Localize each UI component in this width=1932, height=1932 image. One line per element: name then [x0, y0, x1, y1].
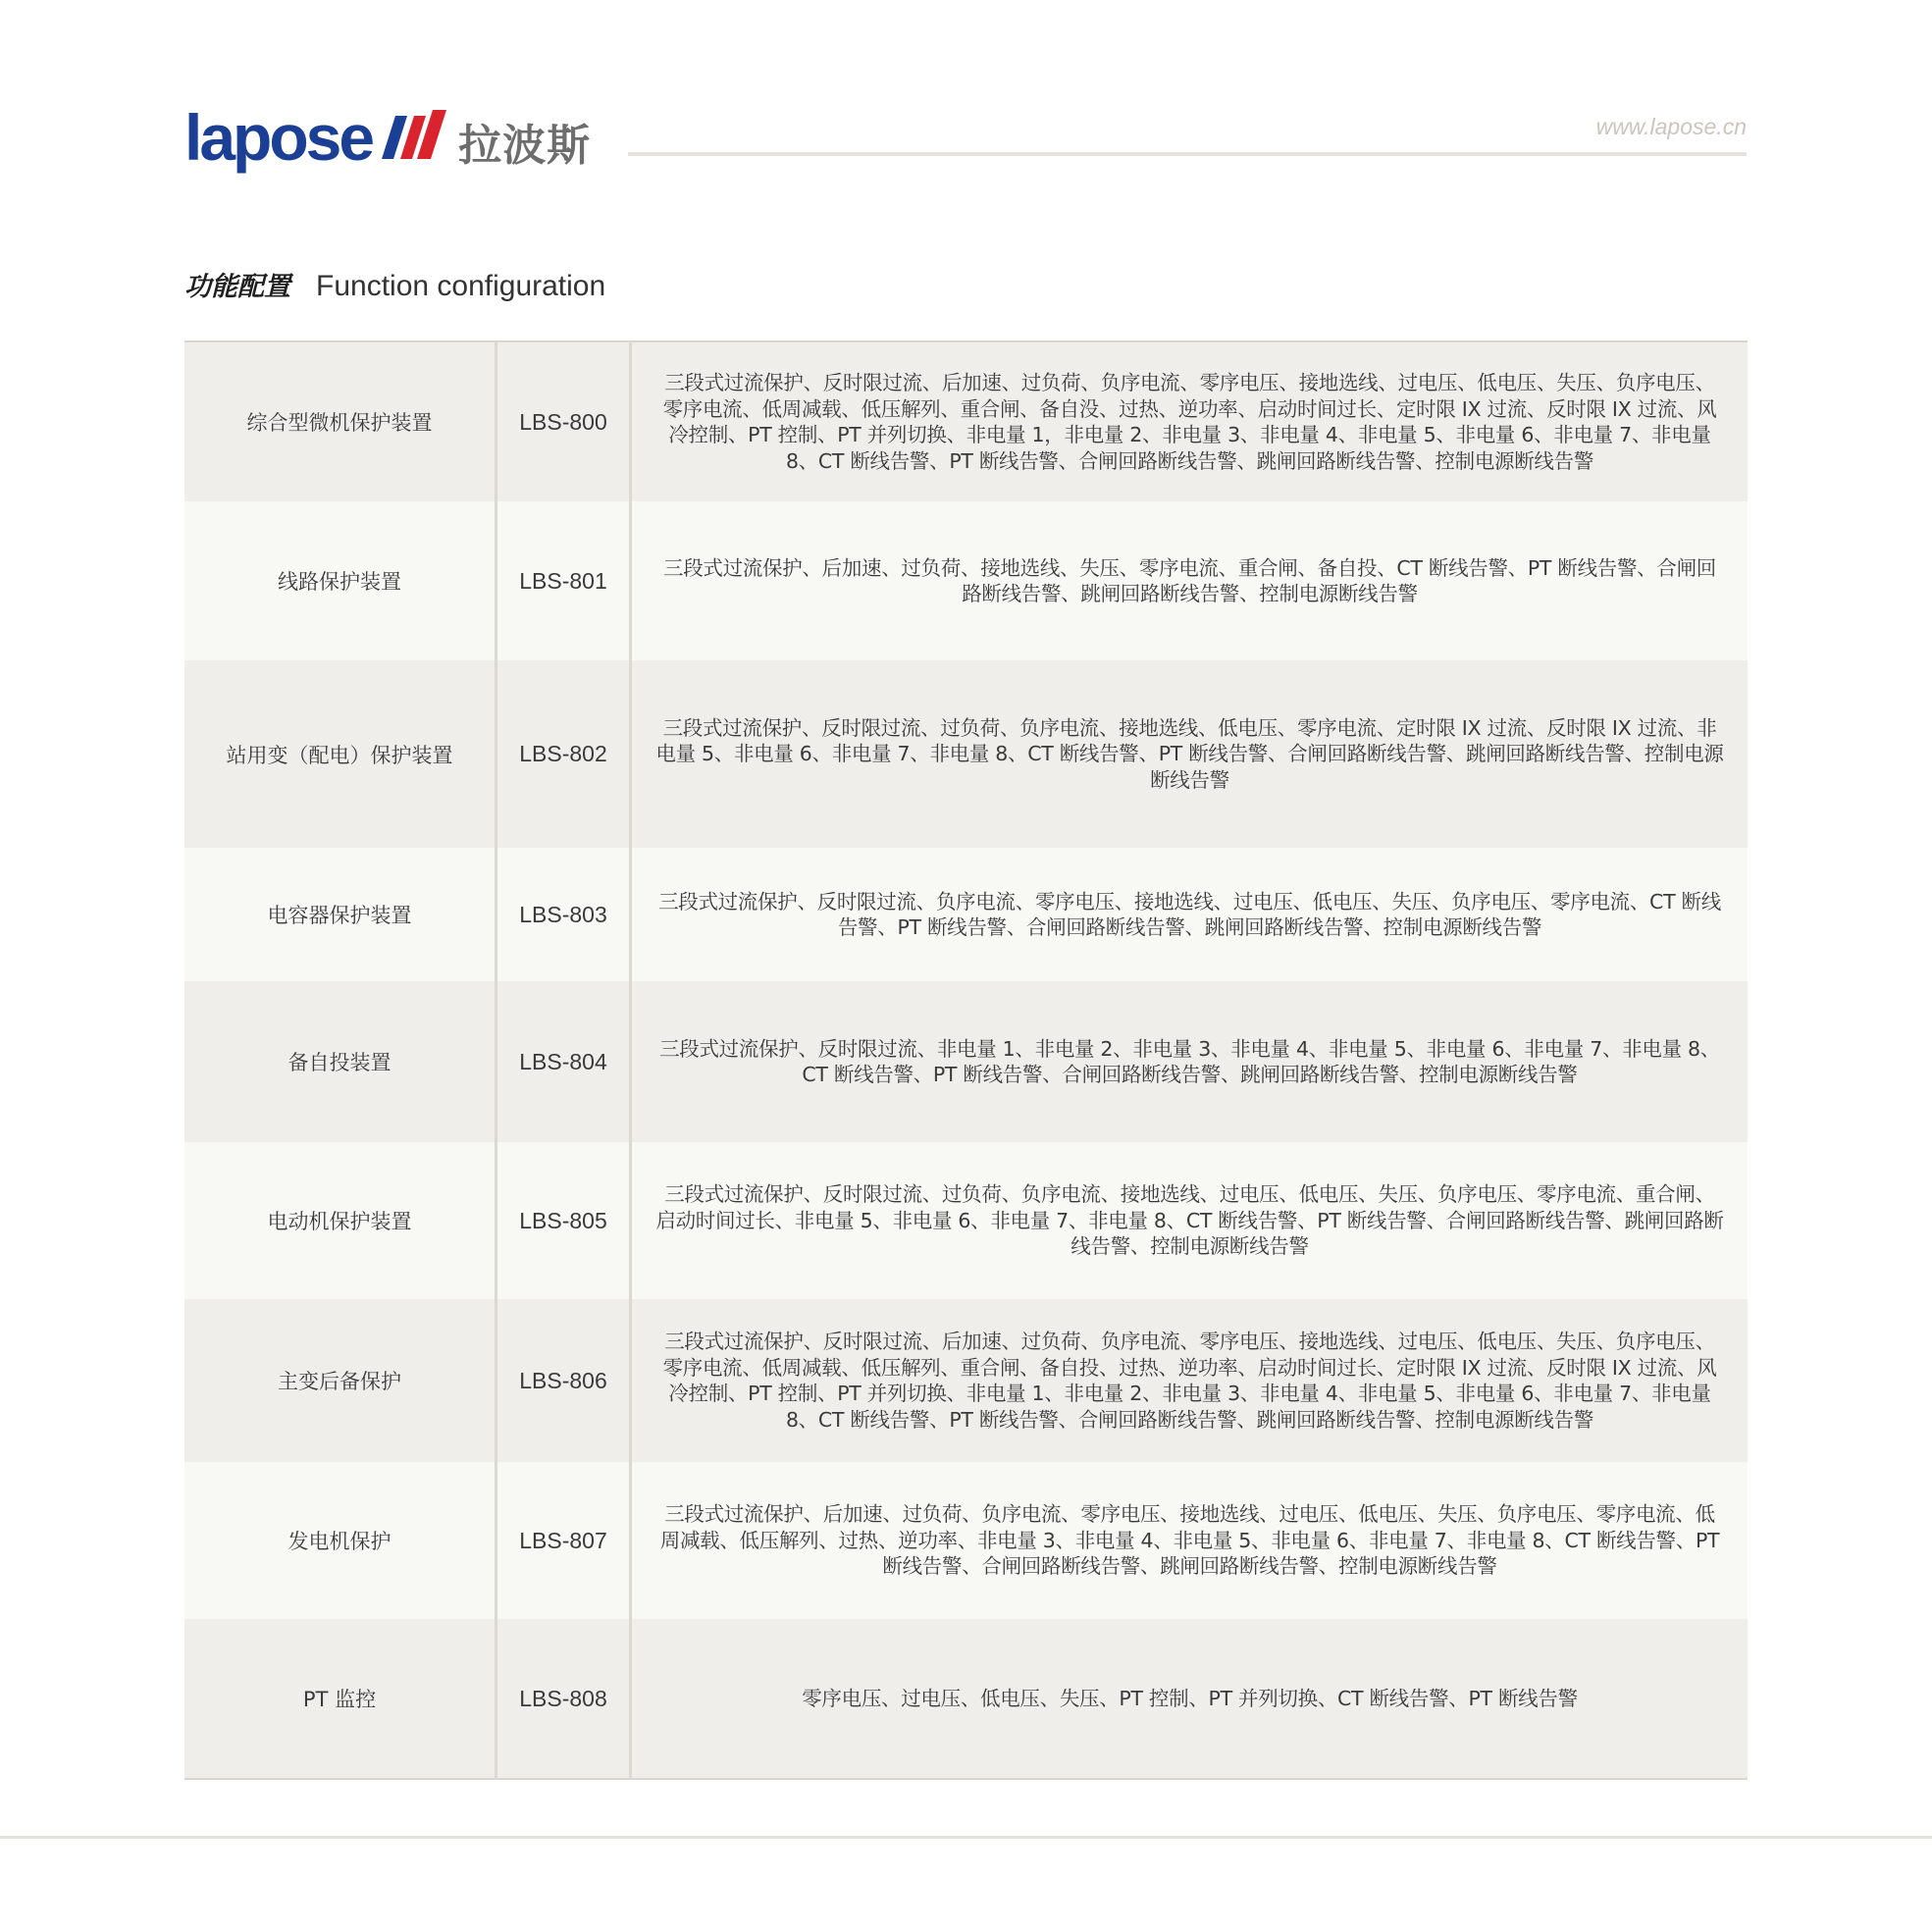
table-row: [184, 1619, 1748, 1778]
table-bottom-rule: [184, 1778, 1748, 1780]
table-row: [184, 1299, 1748, 1462]
device-model: LBS-806: [496, 1299, 631, 1462]
device-name: 备自投装置: [184, 981, 496, 1142]
device-functions: 三段式过流保护、反时限过流、后加速、过负荷、负序电流、零序电压、接地选线、过电压、低电压、失压、负序电压、零序电流、低周减载、低压解列、重合闸、备自投、过热、逆功率、启动时间过长、定时限 IX 过流、反时限 IX 过流、风冷控制、PT 控制、PT 并列切换、非电量 1、非电量 2、非电量 3、非电量 4、非电量 5、非电量 6、非电量 7、非电量 8、CT 断线告警、PT 断线告警、合闸回路断线告警、跳闸回路断线告警、控制电源断线告警: [631, 1299, 1749, 1462]
table-row: [184, 342, 1748, 501]
device-model: LBS-808: [496, 1619, 631, 1778]
header-divider: [628, 152, 1747, 156]
device-model: LBS-801: [496, 501, 631, 660]
table-row: [184, 501, 1748, 660]
device-name: 线路保护装置: [184, 501, 496, 660]
table-row: [184, 660, 1748, 848]
function-table: [184, 342, 1748, 1778]
device-name: 电动机保护装置: [184, 1142, 496, 1299]
logo-chinese-name: 拉波斯: [458, 121, 592, 171]
device-functions: 三段式过流保护、反时限过流、非电量 1、非电量 2、非电量 3、非电量 4、非电量 5、非电量 6、非电量 7、非电量 8、CT 断线告警、PT 断线告警、合闸回路断线告警、跳闸回路断线告警、控制电源断线告警: [631, 981, 1749, 1142]
device-model: LBS-800: [496, 342, 631, 501]
device-model: LBS-807: [496, 1462, 631, 1619]
brand-logo: [184, 98, 591, 177]
device-name: 电容器保护装置: [184, 848, 496, 981]
device-functions: 三段式过流保护、反时限过流、负序电流、零序电压、接地选线、过电压、低电压、失压、负序电压、零序电流、CT 断线告警、PT 断线告警、合闸回路断线告警、跳闸回路断线告警、控制电源断线告警: [631, 848, 1749, 981]
device-name: 发电机保护: [184, 1462, 496, 1619]
device-model: LBS-804: [496, 981, 631, 1142]
device-functions: 零序电压、过电压、低电压、失压、PT 控制、PT 并列切换、CT 断线告警、PT 断线告警: [631, 1619, 1749, 1778]
website-url: www.lapose.cn: [1595, 114, 1747, 139]
device-name: 综合型微机保护装置: [184, 342, 496, 501]
device-model: LBS-802: [496, 660, 631, 848]
table-row: [184, 1142, 1748, 1299]
device-name: 主变后备保护: [184, 1299, 496, 1462]
table-row: [184, 848, 1748, 981]
section-title-en: Function configuration: [316, 270, 606, 302]
device-model: LBS-803: [496, 848, 631, 981]
logo-wordmark: lapose: [184, 101, 373, 174]
device-functions: 三段式过流保护、后加速、过负荷、负序电流、零序电压、接地选线、过电压、低电压、失压、负序电压、零序电流、低周减载、低压解列、过热、逆功率、非电量 3、非电量 4、非电量 5、非电量 6、非电量 7、非电量 8、CT 断线告警、PT 断线告警、合闸回路断线告警、跳闸回路断线告警、控制电源断线告警: [631, 1462, 1749, 1619]
device-functions: 三段式过流保护、反时限过流、过负荷、负序电流、接地选线、过电压、低电压、失压、负序电压、零序电流、重合闸、启动时间过长、非电量 5、非电量 6、非电量 7、非电量 8、CT 断线告警、PT 断线告警、合闸回路断线告警、跳闸回路断线告警、控制电源断线告警: [631, 1142, 1749, 1299]
table-row: [184, 1462, 1748, 1619]
page-header: [184, 98, 1747, 177]
device-functions: 三段式过流保护、反时限过流、过负荷、负序电流、接地选线、低电压、零序电流、定时限 IX 过流、反时限 IX 过流、非电量 5、非电量 6、非电量 7、非电量 8、CT 断线告警、PT 断线告警、合闸回路断线告警、跳闸回路断线告警、控制电源断线告警: [631, 660, 1749, 848]
section-title: [184, 265, 605, 303]
device-functions: 三段式过流保护、后加速、过负荷、接地选线、失压、零序电流、重合闸、备自投、CT 断线告警、PT 断线告警、合闸回路断线告警、跳闸回路断线告警、控制电源断线告警: [631, 501, 1749, 660]
page-bottom-rule: [0, 1836, 1932, 1839]
device-name: 站用变（配电）保护装置: [184, 660, 496, 848]
table-row: [184, 981, 1748, 1142]
function-config-table: [184, 340, 1748, 1780]
device-name: PT 监控: [184, 1619, 496, 1778]
device-functions: 三段式过流保护、反时限过流、后加速、过负荷、负序电流、零序电压、接地选线、过电压、低电压、失压、负序电压、零序电流、低周减载、低压解列、重合闸、备自没、过热、逆功率、启动时间过长、定时限 IX 过流、反时限 IX 过流、风冷控制、PT 控制、PT 并列切换、非电量 1，非电量 2、非电量 3、非电量 4、非电量 5、非电量 6、非电量 7、非电量 8、CT 断线告警、PT 断线告警、合闸回路断线告警、跳闸回路断线告警、控制电源断线告警: [631, 342, 1749, 501]
device-model: LBS-805: [496, 1142, 631, 1299]
logo-slashes-icon: [382, 110, 446, 165]
section-title-cn: 功能配置: [184, 272, 290, 302]
